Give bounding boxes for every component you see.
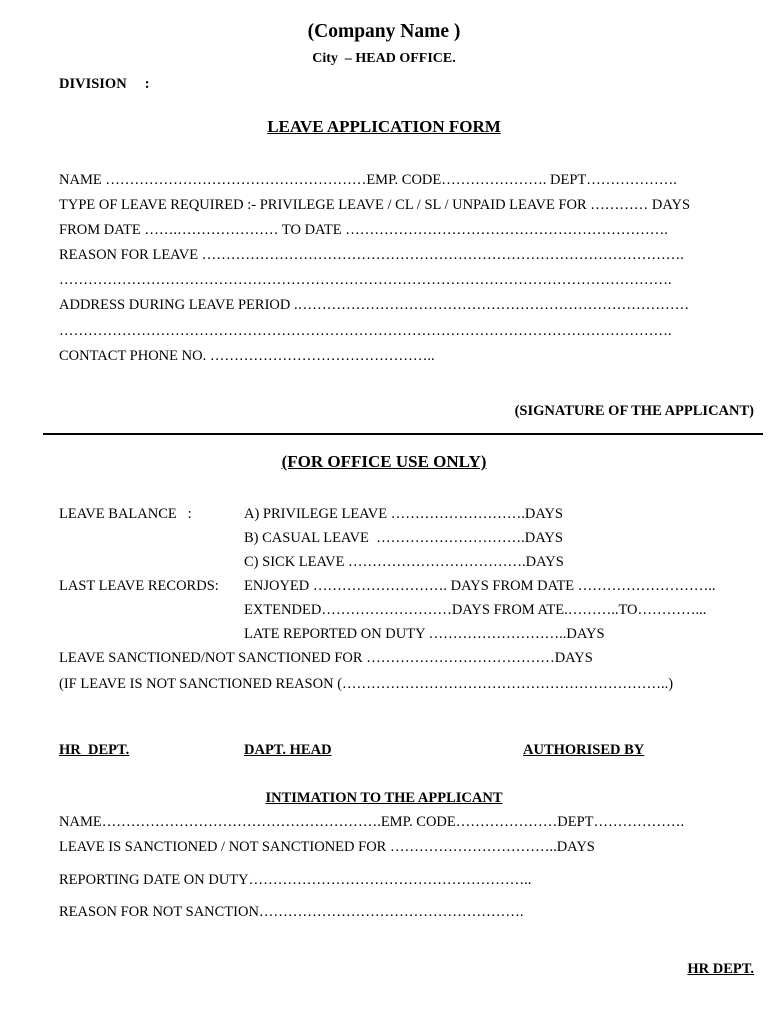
privilege-leave-field[interactable]: A) PRIVILEGE LEAVE ……………………….DAYS (244, 506, 563, 522)
form-title: LEAVE APPLICATION FORM (267, 117, 501, 136)
last-leave-records-label: LAST LEAVE RECORDS: (59, 578, 219, 594)
dept-head-signature: DAPT. HEAD (244, 742, 332, 758)
head-office-line: City – HEAD OFFICE. (312, 51, 456, 66)
leave-type-field[interactable]: TYPE OF LEAVE REQUIRED :- PRIVILEGE LEAVE / CL / SL / UNPAID LEAVE FOR ………… DAYS (59, 197, 691, 213)
casual-leave-field[interactable]: B) CASUAL LEAVE ………………………….DAYS (244, 530, 563, 546)
hr-dept-signature: HR DEPT. (59, 742, 130, 758)
hr-dept-final-signature: HR DEPT. (687, 961, 754, 977)
sanctioned-days-field[interactable]: LEAVE SANCTIONED/NOT SANCTIONED FOR …………………………………DAYS (59, 650, 593, 666)
contact-phone-field[interactable]: CONTACT PHONE NO. ……………………………………….. (59, 348, 435, 364)
address-continuation-field[interactable]: ………………………………………………………………………………………………………………. (59, 323, 672, 339)
reporting-date-field[interactable]: REPORTING DATE ON DUTY………………………………………………….. (59, 872, 532, 888)
late-reported-field[interactable]: LATE REPORTED ON DUTY ………………………..DAYS (244, 626, 605, 642)
section-divider (43, 433, 763, 435)
company-name: (Company Name ) (307, 21, 461, 42)
leave-balance-label: LEAVE BALANCE : (59, 506, 192, 522)
extended-field[interactable]: EXTENDED………………………DAYS FROM ATE.………..TO…………... (244, 602, 707, 618)
division-label: DIVISION : (59, 76, 150, 92)
sick-leave-field[interactable]: C) SICK LEAVE ……………………………….DAYS (244, 554, 564, 570)
office-use-title: (FOR OFFICE USE ONLY) (281, 452, 487, 471)
intimation-sanction-field[interactable]: LEAVE IS SANCTIONED / NOT SANCTIONED FOR ……………………………..DAYS (59, 839, 595, 855)
authorised-by-signature: AUTHORISED BY (523, 742, 645, 758)
intimation-title: INTIMATION TO THE APPLICANT (265, 790, 503, 806)
applicant-signature-label: (SIGNATURE OF THE APPLICANT) (514, 403, 754, 419)
date-range-field[interactable]: FROM DATE …….………………… TO DATE …………………………………………………………. (59, 222, 668, 238)
reason-field[interactable]: REASON FOR LEAVE ………………………………………………………………………………………. (59, 247, 684, 263)
not-sanction-reason-field[interactable]: REASON FOR NOT SANCTION………………………………………………. (59, 904, 524, 920)
not-sanctioned-reason-field[interactable]: (IF LEAVE IS NOT SANCTIONED REASON (…………………………………………………………..) (59, 676, 674, 692)
address-field[interactable]: ADDRESS DURING LEAVE PERIOD .……………………………………………………………………… (59, 297, 690, 313)
intimation-name-field[interactable]: NAME………………………………………………….EMP. CODE…………………DEPT………………. (59, 814, 685, 830)
reason-continuation-field[interactable]: ………………………………………………………………………………………………………………. (59, 272, 672, 288)
enjoyed-field[interactable]: ENJOYED ………………………. DAYS FROM DATE ……………………….. (244, 578, 716, 594)
name-emp-dept-field[interactable]: NAME ………………………………………………EMP. CODE…………………. DEPT………………. (59, 172, 677, 188)
